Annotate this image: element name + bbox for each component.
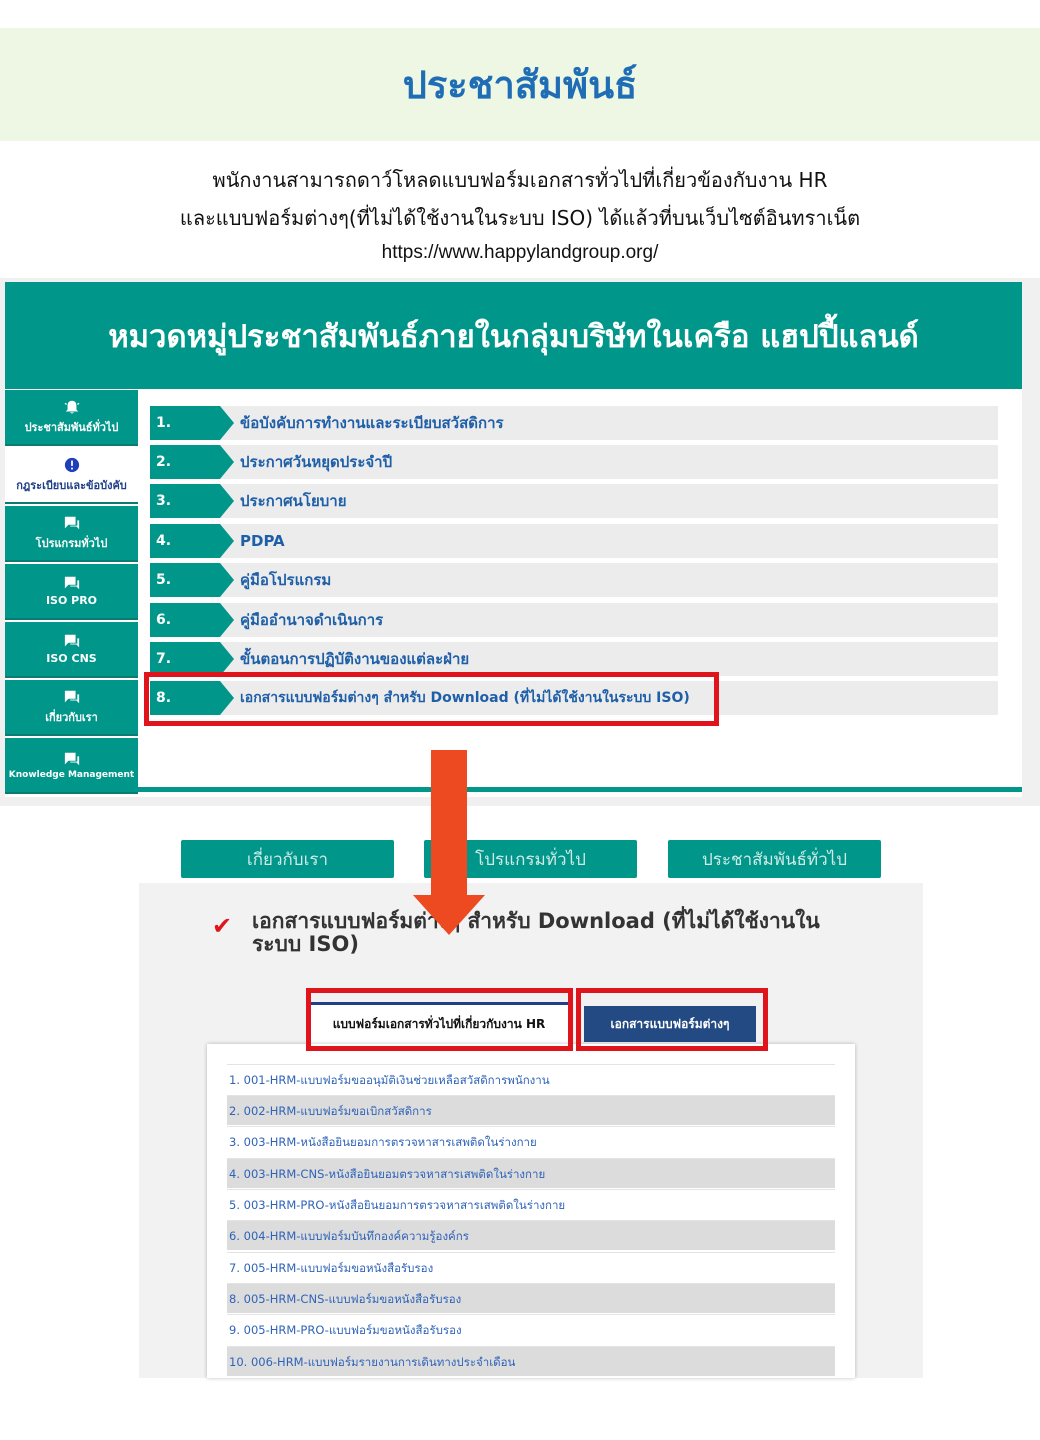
chat-icon bbox=[63, 751, 81, 767]
file-link[interactable]: 3. 003-HRM-หนังสือยินยอมการตรวจหาสารเสพติดในร่างกาย bbox=[227, 1126, 835, 1156]
file-link[interactable]: 9. 005-HRM-PRO-แบบฟอร์มขอหนังสือรับรอง bbox=[227, 1314, 835, 1344]
downloads-title bbox=[252, 910, 852, 956]
file-link[interactable]: 8. 005-HRM-CNS-แบบฟอร์มขอหนังสือรับรอง bbox=[227, 1283, 835, 1313]
tab-hr-forms[interactable]: แบบฟอร์มเอกสารทั่วไปที่เกี่ยวกับงาน HR bbox=[310, 1002, 568, 1044]
sidebar-item-label: ISO PRO bbox=[45, 594, 98, 607]
sidebar-item-iso-cns[interactable] bbox=[5, 622, 138, 678]
sidebar-item-label: ประชาสัมพันธ์ทั่วไป bbox=[24, 420, 119, 434]
down-arrow-shaft bbox=[431, 750, 467, 898]
sidebar-item-knowledge-management[interactable] bbox=[5, 738, 138, 794]
title-banner bbox=[0, 28, 1040, 141]
file-link[interactable]: 7. 005-HRM-แบบฟอร์มขอหนังสือรับรอง bbox=[227, 1252, 835, 1282]
menu-item-number: 5. bbox=[150, 563, 220, 597]
highlight-box-menu-8 bbox=[144, 672, 719, 726]
menu-item-number: 1. bbox=[150, 406, 220, 440]
tab-general-news[interactable]: ประชาสัมพันธ์ทั่วไป bbox=[668, 840, 881, 878]
menu-item-label: คู่มืออำนาจดำเนินการ bbox=[240, 611, 384, 629]
menu-item[interactable] bbox=[150, 563, 998, 597]
file-link[interactable]: 2. 002-HRM-แบบฟอร์มขอเบิกสวัสดิการ bbox=[227, 1095, 835, 1125]
bottom-accent-bar bbox=[138, 787, 1022, 792]
description-line-1: พนักงานสามารถดาว์โหลดแบบฟอร์มเอกสารทั่วไปที่เกี่ยวข้องกับงาน HR bbox=[212, 168, 828, 192]
intranet-url: https://www.happylandgroup.org/ bbox=[381, 242, 659, 263]
chat-icon bbox=[63, 689, 81, 705]
menu-item-label: เอกสารแบบฟอร์มต่างๆ สำหรับ Download (ที่ไม่ได้ใช้งานในระบบ ISO) bbox=[240, 690, 690, 706]
sidebar-item-about-us[interactable] bbox=[5, 680, 138, 736]
intranet-screenshot bbox=[0, 278, 1040, 806]
menu-item-number: 6. bbox=[150, 603, 220, 637]
chat-icon bbox=[63, 575, 81, 591]
menu-item-label: ประกาศวันหยุดประจำปี bbox=[240, 453, 393, 471]
sidebar-item-iso-pro[interactable] bbox=[5, 564, 138, 620]
file-link[interactable]: 10. 006-HRM-แบบฟอร์มรายงานการเดินทางประจำเดือน bbox=[227, 1346, 835, 1376]
menu-item[interactable] bbox=[150, 642, 998, 676]
sidebar-item-label: กฎระเบียบและข้อบังคับ bbox=[16, 478, 127, 492]
menu-item-label: ประกาศนโยบาย bbox=[240, 492, 347, 510]
menu-item[interactable] bbox=[150, 524, 998, 558]
chat-icon bbox=[63, 515, 81, 531]
file-list bbox=[207, 1044, 855, 1378]
checkmark-icon: ✔ bbox=[212, 912, 233, 940]
sidebar-item-general-news[interactable] bbox=[5, 390, 138, 446]
tab-about-us[interactable]: เกี่ยวกับเรา bbox=[181, 840, 394, 878]
alert-icon bbox=[63, 457, 81, 473]
file-link[interactable]: 6. 004-HRM-แบบฟอร์มบันทึกองค์ความรู้องค์กร bbox=[227, 1220, 835, 1250]
sidebar-item-regulations[interactable] bbox=[5, 448, 138, 504]
menu-item[interactable] bbox=[150, 484, 998, 518]
intranet-header-title: หมวดหมู่ประชาสัมพันธ์ภายในกลุ่มบริษัทในเครือ แฮปปี้แลนด์ bbox=[108, 318, 919, 355]
menu-item-number: 8. bbox=[150, 681, 220, 715]
sidebar-item-label: เกี่ยวกับเรา bbox=[45, 710, 98, 724]
menu-item[interactable] bbox=[150, 603, 998, 637]
file-link[interactable]: 5. 003-HRM-PRO-หนังสือยินยอมการตรวจหาสารเสพติดในร่างกาย bbox=[227, 1189, 835, 1219]
file-link[interactable]: 4. 003-HRM-CNS-หนังสือยินยอมตรวจหาสารเสพติดในร่างกาย bbox=[227, 1158, 835, 1188]
chat-icon bbox=[63, 633, 81, 649]
menu-item-label: ขั้นตอนการปฏิบัติงานของแต่ละฝ่าย bbox=[240, 650, 470, 668]
tab-other-forms[interactable]: เอกสารแบบฟอร์มต่างๆ bbox=[584, 1006, 756, 1042]
menu-item-label: คู่มือโปรแกรม bbox=[240, 571, 332, 589]
menu-item-number: 3. bbox=[150, 484, 220, 518]
downloads-title-line-2: ระบบ ISO) bbox=[252, 932, 359, 956]
down-arrow-icon bbox=[413, 895, 485, 935]
sidebar-item-label: โปรแกรมทั่วไป bbox=[35, 536, 108, 550]
highlight-box-hr-tab bbox=[306, 988, 573, 1051]
intranet-header bbox=[5, 282, 1022, 389]
sidebar-nav bbox=[5, 390, 138, 790]
bell-icon bbox=[63, 399, 81, 415]
menu-item-number: 4. bbox=[150, 524, 220, 558]
file-link[interactable]: 1. 001-HRM-แบบฟอร์มขออนุมัติเงินช่วยเหลือสวัสดิการพนักงาน bbox=[227, 1064, 835, 1094]
page-title: ประชาสัมพันธ์ bbox=[402, 63, 638, 107]
highlight-box-forms-tab bbox=[576, 988, 768, 1051]
description-line-2: และแบบฟอร์มต่างๆ(ที่ไม่ได้ใช้งานในระบบ ISO) ได้แล้วที่บนเว็บไซต์อินทราเน็ต bbox=[179, 206, 861, 230]
tab-programs[interactable]: โปรแกรมทั่วไป bbox=[424, 840, 637, 878]
sidebar-item-programs[interactable] bbox=[5, 506, 138, 562]
menu-item[interactable] bbox=[150, 406, 998, 440]
sidebar-item-label: ISO CNS bbox=[46, 652, 97, 665]
menu-item-number: 7. bbox=[150, 642, 220, 676]
menu-item[interactable] bbox=[150, 445, 998, 479]
menu-item-label: PDPA bbox=[240, 532, 285, 550]
menu-item-number: 2. bbox=[150, 445, 220, 479]
sidebar-item-label: Knowledge Management bbox=[8, 769, 135, 780]
downloads-title-line-1: เอกสารแบบฟอร์มต่างๆ สำหรับ Download (ที่ไม่ได้ใช้งานใน bbox=[252, 909, 820, 933]
menu-item-label: ข้อบังคับการทำงานและระเบียบสวัสดิการ bbox=[240, 414, 504, 432]
